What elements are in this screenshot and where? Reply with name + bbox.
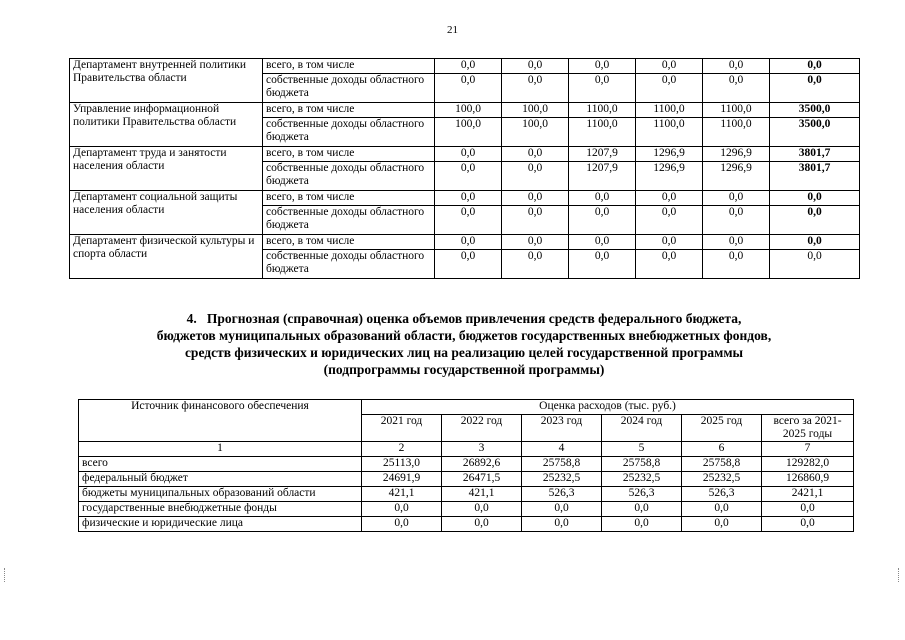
- year-header: всего за 2021-2025 годы: [762, 415, 854, 442]
- source-name: государственные внебюджетные фонды: [79, 502, 362, 517]
- year-value: 0,0: [502, 74, 569, 103]
- year-value: 0,0: [435, 74, 502, 103]
- year-value: 0,0: [569, 235, 636, 250]
- year-header: 2025 год: [682, 415, 762, 442]
- funding-type: собственные доходы областного бюджета: [263, 206, 435, 235]
- year-value: 0,0: [435, 235, 502, 250]
- table2-header-row: [79, 400, 854, 415]
- column-number: 3: [442, 442, 522, 457]
- estimate-value: 0,0: [442, 502, 522, 517]
- dept-row: [70, 103, 860, 118]
- year-value: 0,0: [569, 250, 636, 279]
- funding-type: собственные доходы областного бюджета: [263, 74, 435, 103]
- year-value: 0,0: [703, 206, 770, 235]
- year-value: 0,0: [502, 162, 569, 191]
- year-value: 0,0: [636, 235, 703, 250]
- estimate-value: 129282,0: [762, 457, 854, 472]
- column-number: 2: [362, 442, 442, 457]
- year-value: 0,0: [435, 147, 502, 162]
- table2-colnum-row: [79, 442, 854, 457]
- estimate-value: 25113,0: [362, 457, 442, 472]
- estimate-value: 126860,9: [762, 472, 854, 487]
- estimate-value: 421,1: [362, 487, 442, 502]
- total-value: 0,0: [770, 235, 860, 250]
- estimate-value: 526,3: [602, 487, 682, 502]
- year-value: 0,0: [569, 74, 636, 103]
- year-value: 1296,9: [636, 162, 703, 191]
- total-value: 0,0: [770, 74, 860, 103]
- total-value: 0,0: [770, 59, 860, 74]
- year-value: 1100,0: [636, 118, 703, 147]
- year-value: 1100,0: [703, 103, 770, 118]
- estimate-value: 25758,8: [682, 457, 762, 472]
- year-header: 2024 год: [602, 415, 682, 442]
- year-value: 100,0: [502, 118, 569, 147]
- year-value: 100,0: [435, 118, 502, 147]
- source-row: [79, 457, 854, 472]
- funding-sources-table: [78, 399, 854, 532]
- total-value: 3801,7: [770, 147, 860, 162]
- total-value: 0,0: [770, 250, 860, 279]
- section-title-line-3: средств физических и юридических лиц на реализацию целей государственной программы: [184, 345, 744, 360]
- total-value: 0,0: [770, 191, 860, 206]
- year-value: 0,0: [636, 191, 703, 206]
- funding-type: собственные доходы областного бюджета: [263, 162, 435, 191]
- year-value: 0,0: [703, 191, 770, 206]
- year-header: 2021 год: [362, 415, 442, 442]
- dept-row: [70, 147, 860, 162]
- department-name: Управление информационной политики Правительства области: [70, 103, 263, 147]
- funding-type: всего, в том числе: [263, 147, 435, 162]
- year-value: 1207,9: [569, 147, 636, 162]
- year-value: 0,0: [636, 59, 703, 74]
- estimate-value: 25232,5: [522, 472, 602, 487]
- estimate-value: 2421,1: [762, 487, 854, 502]
- department-name: Департамент труда и занятости населения области: [70, 147, 263, 191]
- year-value: 1100,0: [569, 118, 636, 147]
- year-value: 1100,0: [703, 118, 770, 147]
- estimate-value: 26471,5: [442, 472, 522, 487]
- department-funding-table: [69, 58, 860, 279]
- year-value: 100,0: [502, 103, 569, 118]
- year-value: 0,0: [703, 235, 770, 250]
- dept-row: [70, 59, 860, 74]
- section-title-line-2: бюджетов муниципальных образований области, бюджетов государственных внебюджетных фондов,: [156, 328, 772, 343]
- year-value: 1207,9: [569, 162, 636, 191]
- estimate-value: 421,1: [442, 487, 522, 502]
- estimate-value: 25758,8: [522, 457, 602, 472]
- funding-type: всего, в том числе: [263, 59, 435, 74]
- section-heading: [69, 310, 859, 378]
- estimate-value: 0,0: [362, 502, 442, 517]
- header-source: Источник финансового обеспечения: [79, 400, 362, 442]
- funding-type: всего, в том числе: [263, 103, 435, 118]
- year-value: 1296,9: [703, 147, 770, 162]
- estimate-value: 526,3: [682, 487, 762, 502]
- estimate-value: 0,0: [762, 502, 854, 517]
- funding-type: собственные доходы областного бюджета: [263, 118, 435, 147]
- year-value: 0,0: [435, 250, 502, 279]
- page-number: 21: [447, 24, 458, 36]
- total-value: 3500,0: [770, 118, 860, 147]
- year-value: 0,0: [569, 191, 636, 206]
- source-name: федеральный бюджет: [79, 472, 362, 487]
- estimate-value: 0,0: [442, 517, 522, 532]
- column-number: 1: [79, 442, 362, 457]
- column-number: 6: [682, 442, 762, 457]
- year-value: 0,0: [703, 250, 770, 279]
- year-value: 100,0: [435, 103, 502, 118]
- estimate-value: 0,0: [602, 517, 682, 532]
- total-value: 3500,0: [770, 103, 860, 118]
- year-value: 1100,0: [636, 103, 703, 118]
- year-value: 0,0: [435, 59, 502, 74]
- department-name: Департамент социальной защиты населения области: [70, 191, 263, 235]
- source-name: всего: [79, 457, 362, 472]
- year-header: 2022 год: [442, 415, 522, 442]
- year-value: 0,0: [435, 206, 502, 235]
- estimate-value: 25232,5: [682, 472, 762, 487]
- dept-row: [70, 235, 860, 250]
- year-value: 0,0: [502, 59, 569, 74]
- source-name: бюджеты муниципальных образований области: [79, 487, 362, 502]
- dept-row: [70, 191, 860, 206]
- estimate-value: 25232,5: [602, 472, 682, 487]
- year-value: 0,0: [502, 250, 569, 279]
- funding-type: всего, в том числе: [263, 235, 435, 250]
- estimate-value: 0,0: [522, 517, 602, 532]
- source-row: [79, 502, 854, 517]
- funding-type: всего, в том числе: [263, 191, 435, 206]
- year-value: 0,0: [502, 235, 569, 250]
- year-value: 0,0: [569, 59, 636, 74]
- year-value: 0,0: [502, 191, 569, 206]
- year-value: 1296,9: [703, 162, 770, 191]
- header-estimate: Оценка расходов (тыс. руб.): [362, 400, 854, 415]
- source-row: [79, 517, 854, 532]
- year-header: 2023 год: [522, 415, 602, 442]
- year-value: 0,0: [502, 206, 569, 235]
- year-value: 1296,9: [636, 147, 703, 162]
- column-number: 7: [762, 442, 854, 457]
- department-name: Департамент внутренней политики Правительства области: [70, 59, 263, 103]
- year-value: 0,0: [435, 191, 502, 206]
- year-value: 0,0: [569, 206, 636, 235]
- column-number: 4: [522, 442, 602, 457]
- source-row: [79, 472, 854, 487]
- year-value: 0,0: [435, 162, 502, 191]
- left-margin-mark: [4, 568, 7, 582]
- total-value: 0,0: [770, 206, 860, 235]
- estimate-value: 0,0: [522, 502, 602, 517]
- column-number: 5: [602, 442, 682, 457]
- estimate-value: 0,0: [682, 502, 762, 517]
- estimate-value: 0,0: [762, 517, 854, 532]
- year-value: 0,0: [636, 74, 703, 103]
- year-value: 0,0: [636, 206, 703, 235]
- total-value: 3801,7: [770, 162, 860, 191]
- estimate-value: 24691,9: [362, 472, 442, 487]
- year-value: 0,0: [703, 74, 770, 103]
- estimate-value: 0,0: [362, 517, 442, 532]
- source-name: физические и юридические лица: [79, 517, 362, 532]
- estimate-value: 0,0: [602, 502, 682, 517]
- year-value: 0,0: [636, 250, 703, 279]
- year-value: 0,0: [703, 59, 770, 74]
- funding-type: собственные доходы областного бюджета: [263, 250, 435, 279]
- department-name: Департамент физической культуры и спорта области: [70, 235, 263, 279]
- year-value: 0,0: [502, 147, 569, 162]
- right-margin-mark: [898, 568, 901, 582]
- estimate-value: 526,3: [522, 487, 602, 502]
- source-row: [79, 487, 854, 502]
- estimate-value: 0,0: [682, 517, 762, 532]
- section-title-line-4: (подпрограммы государственной программы): [323, 362, 605, 377]
- estimate-value: 25758,8: [602, 457, 682, 472]
- year-value: 1100,0: [569, 103, 636, 118]
- estimate-value: 26892,6: [442, 457, 522, 472]
- section-title-line-1: 4. Прогнозная (справочная) оценка объемов привлечения средств федерального бюджета,: [186, 311, 742, 326]
